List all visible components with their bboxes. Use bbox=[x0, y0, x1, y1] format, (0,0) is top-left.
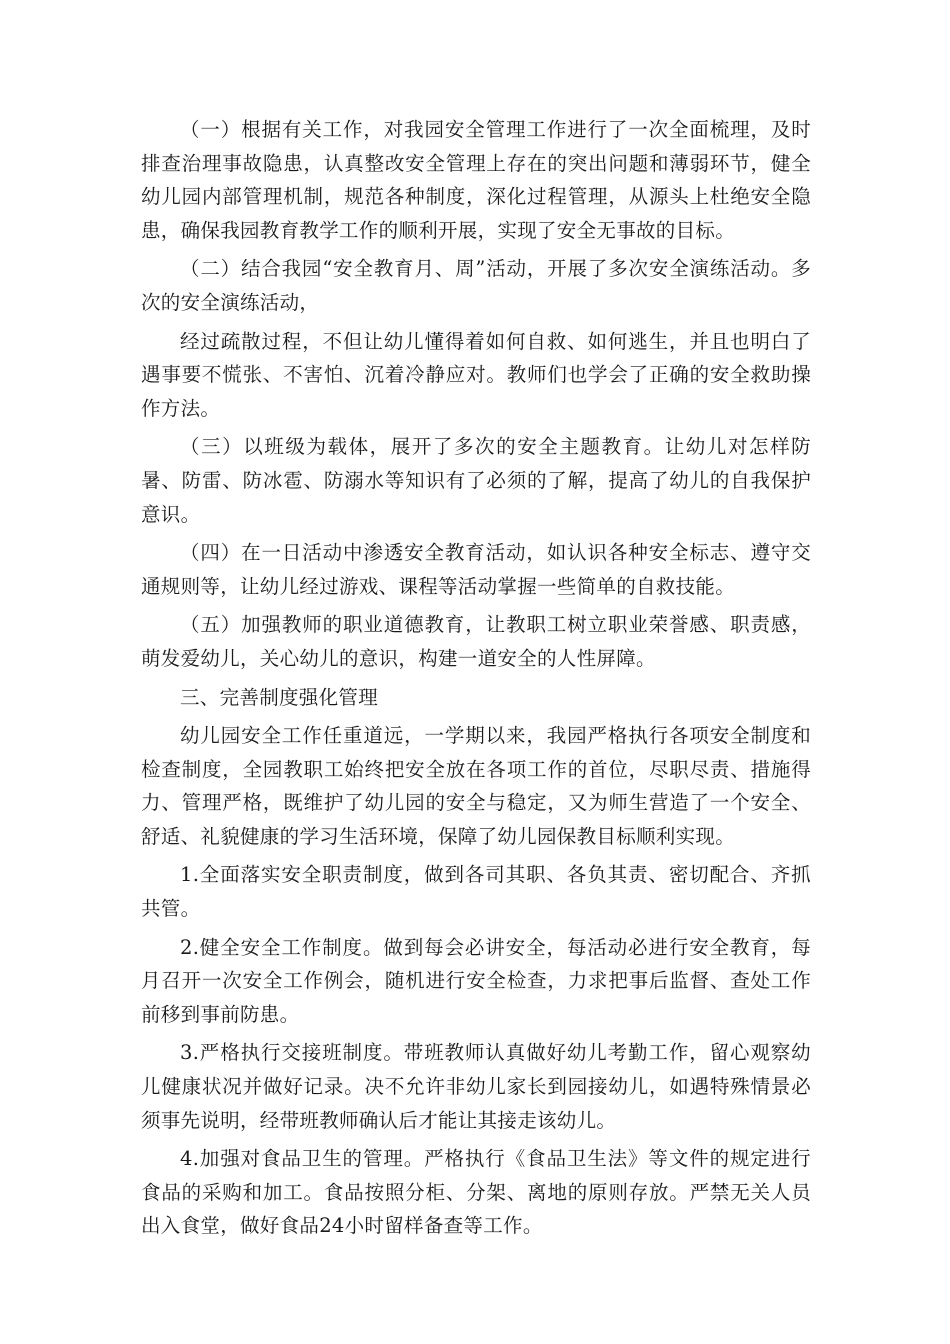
paragraph-evacuation: 经过疏散过程，不但让幼儿懂得着如何自救、如何逃生，并且也明白了遇事要不慌张、不害怕、沉着冷静应对。教师们也学会了正确的安全救助操作方法。 bbox=[141, 329, 811, 420]
paragraph-daily-activities: （四）在一日活动中渗透安全教育活动，如认识各种安全标志、遵守交通规则等，让幼儿经过游戏、课程等活动掌握一些简单的自救技能。 bbox=[141, 541, 811, 598]
paragraph-section-intro: 幼儿园安全工作任重道远，一学期以来，我园严格执行各项安全制度和检查制度，全园教职工始终把安全放在各项工作的首位，尽职尽责、措施得力、管理严格，既维护了幼儿园的安全与稳定，又为师生营造了一个安全、舒适、礼貌健康的学习生活环境，保障了幼儿园保教目标顺利实现。 bbox=[141, 724, 811, 848]
document-body bbox=[141, 113, 811, 1248]
paragraph-teacher-ethics: （五）加强教师的职业道德教育，让教职工树立职业荣誉感、职责感，萌发爱幼儿，关心幼儿的意识，构建一道安全的人性屏障。 bbox=[141, 613, 811, 670]
list-item-3: 3.严格执行交接班制度。带班教师认真做好幼儿考勤工作，留心观察幼儿健康状况并做好记录。决不允许非幼儿家长到园接幼儿，如遇特殊情景必须事先说明，经带班教师确认后才能让其接走该幼儿。 bbox=[141, 1041, 811, 1132]
paragraph-class-education: （三）以班级为载体，展开了多次的安全主题教育。让幼儿对怎样防暑、防雷、防冰雹、防溺水等知识有了必须的了解，提高了幼儿的自我保护意识。 bbox=[141, 435, 811, 526]
paragraph-safety-review: （一）根据有关工作，对我园安全管理工作进行了一次全面梳理，及时排查治理事故隐患，认真整改安全管理上存在的突出问题和薄弱环节，健全幼儿园内部管理机制，规范各种制度，深化过程管理，从源头上杜绝安全隐患，确保我园教育教学工作的顺利开展，实现了安全无事故的目标。 bbox=[141, 118, 811, 242]
list-item-2: 2.健全安全工作制度。做到每会必讲安全，每活动必进行安全教育，每月召开一次安全工作例会，随机进行安全检查，力求把事后监督、查处工作前移到事前防患。 bbox=[141, 935, 811, 1026]
list-item-4: 4.加强对食品卫生的管理。严格执行《食品卫生法》等文件的规定进行食品的采购和加工。食品按照分柜、分架、离地的原则存放。严禁无关人员出入食堂，做好食品24小时留样备查等工作。 bbox=[141, 1147, 811, 1238]
section-heading: 三、完善制度强化管理 bbox=[180, 685, 379, 709]
paragraph-safety-drill: （二）结合我园“安全教育月、周”活动，开展了多次安全演练活动。多次的安全演练活动， bbox=[141, 257, 811, 314]
list-item-1: 1.全面落实安全职责制度，做到各司其职、各负其责、密切配合、齐抓共管。 bbox=[141, 863, 811, 921]
